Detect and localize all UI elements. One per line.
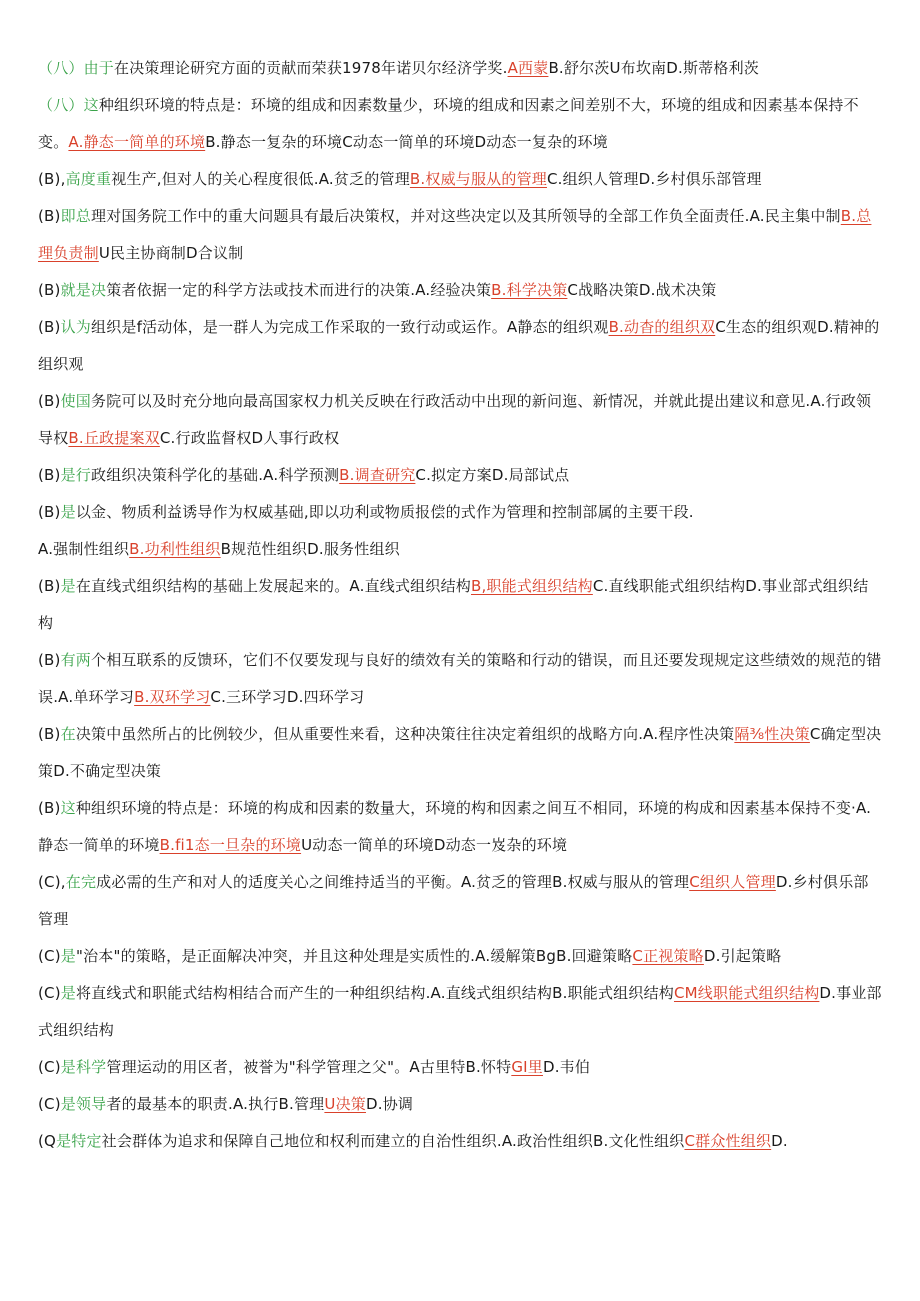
question-18 <box>38 1086 882 1123</box>
question-options: C战略决策D.战术决策 <box>567 281 717 299</box>
answer-highlight: B.科学决策 <box>491 281 568 299</box>
question-12 <box>38 716 882 790</box>
question-lead: 就是决 <box>60 281 107 299</box>
question-text: 个相互联系的反馈环，它们不仅要发现与良好的绩效有关的策略和行动的错误，而且还要发现规定这些绩效的规范的错误.A.单环学习 <box>38 651 882 706</box>
question-2 <box>38 87 882 161</box>
question-17 <box>38 1049 882 1086</box>
question-options: C.行政监督权D人事行政权 <box>159 429 340 447</box>
question-prefix: (B) <box>38 725 61 743</box>
question-text: 者的最基本的职责.A.执行B.管理 <box>106 1095 325 1113</box>
question-prefix: (C) <box>38 947 61 965</box>
answer-highlight: B.丘政提案双 <box>68 429 160 447</box>
question-lead: 即总 <box>60 207 92 225</box>
question-text: 决策中虽然所占的比例较少，但从重要性来看，这种决策往往决定着组织的战略方向.A.程序性决策 <box>75 725 735 743</box>
question-options: D.乡村俱乐部管理 <box>38 873 869 928</box>
question-text: 理对国务院工作中的重大问题具有最后决策权，并对这些决定以及其所领导的全部工作负全面责任.A.民主集中制 <box>91 207 841 225</box>
question-1 <box>38 50 882 87</box>
answer-highlight: A西蒙 <box>507 59 549 77</box>
question-lead: 是 <box>60 947 76 965</box>
question-lead: 认为 <box>60 318 92 336</box>
question-lead: 是 <box>60 503 76 521</box>
question-lead: 是行 <box>60 466 92 484</box>
question-lead: 在 <box>60 725 76 743</box>
answer-highlight: B.权威与服从的管理 <box>409 170 547 188</box>
question-options: C.拟定方案D.局部试点 <box>415 466 570 484</box>
question-prefix: （八） <box>38 96 84 114</box>
question-lead: 是特定 <box>56 1132 102 1150</box>
question-options: B.静态一复杂的环境C动态一简单的环境D动态一复杂的环境 <box>205 133 608 151</box>
question-options: C.三环学习D.四环学习 <box>210 688 365 706</box>
question-prefix: (C) <box>38 1058 61 1076</box>
question-15 <box>38 938 882 975</box>
question-prefix: (C) <box>38 1095 61 1113</box>
question-lead: 是 <box>60 577 76 595</box>
question-text: 组织是f活动体，是一群人为完成工作采取的一致行动或运作。A静态的组织观 <box>91 318 609 336</box>
question-lead: 由于 <box>83 59 115 77</box>
question-text: 视生产,但对人的关心程度很低.A.贫乏的管理 <box>111 170 410 188</box>
answer-highlight: B.fi1态一旦杂的环境 <box>159 836 302 854</box>
question-lead: 使国 <box>60 392 92 410</box>
question-text: 将直线式和职能式结构相结合而产生的一种组织结构.A.直线式组织结构B.职能式组织结构 <box>75 984 674 1002</box>
question-text: 务院可以及时充分地向最高国家权力机关反映在行政活动中出现的新问迤、新情况，并就此提出建议和意见.A.行政领导权 <box>38 392 872 447</box>
question-text: 种组织环境的特点是：环境的组成和因素数量少，环境的组成和因素之间差别不大，环境的组成和因素基本保持不变。 <box>38 96 859 151</box>
question-options: C生态的组织观D.精神的组织观 <box>38 318 880 373</box>
question-prefix: （八） <box>38 59 84 77</box>
question-text: 社会群体为追求和保障自己地位和权利而建立的自治性组织.A.政治性组织B.文化性组织 <box>101 1132 685 1150</box>
question-text: 在直线式组织结构的基础上发展起来的。A.直线式组织结构 <box>75 577 471 595</box>
question-text: 以金、物质利益诱导作为权威基础,即以功利或物质报偿的式作为管理和控制部属的主要干段. A.强制性组织 <box>38 503 694 558</box>
question-10 <box>38 568 882 642</box>
question-4 <box>38 198 882 272</box>
question-options-tail: D.引起策略 <box>703 947 782 965</box>
question-6 <box>38 309 882 383</box>
question-16 <box>38 975 882 1049</box>
question-13 <box>38 790 882 864</box>
question-prefix: (B) <box>38 392 61 410</box>
question-options: D.事业部式组织结构 <box>38 984 882 1039</box>
question-options: U民主协商制D合议制 <box>98 244 244 262</box>
question-options: B.回避策略 <box>556 947 633 965</box>
question-8 <box>38 457 882 494</box>
question-lead: 高度重 <box>65 170 112 188</box>
question-lead: 是科学 <box>60 1058 107 1076</box>
question-options: C.直线职能式组织结构D.事业部式组织结构 <box>38 577 869 632</box>
question-9 <box>38 494 882 568</box>
question-options: B.舒尔茨U布坎南D.斯蒂格利茨 <box>548 59 759 77</box>
question-3 <box>38 161 882 198</box>
question-prefix: (C), <box>38 873 66 891</box>
question-prefix: (B) <box>38 503 61 521</box>
answer-highlight: B.双环学习 <box>134 688 211 706</box>
question-lead: 是 <box>60 984 76 1002</box>
answer-highlight: B,职能式组织结构 <box>470 577 593 595</box>
answer-highlight: B.功利性组织 <box>129 540 221 558</box>
answer-highlight: 隔⅜性决策 <box>734 725 810 743</box>
question-prefix: (B) <box>38 281 61 299</box>
question-prefix: (B) <box>38 577 61 595</box>
question-options: D.韦伯 <box>542 1058 591 1076</box>
question-prefix: (B) <box>38 466 61 484</box>
question-lead: 有两 <box>60 651 92 669</box>
answer-highlight: C组织人管理 <box>689 873 776 891</box>
answer-highlight: A.静态一简单的环境 <box>68 133 206 151</box>
question-lead: 在完 <box>65 873 97 891</box>
question-lead: 这 <box>60 799 76 817</box>
question-prefix: (C) <box>38 984 61 1002</box>
question-text: "治本"的策略，是正面解决冲突，并且这种处理是实质性的.A.缓解策Bg <box>75 947 557 965</box>
question-options: B规范性组织D.服务性组织 <box>220 540 400 558</box>
question-text: 成必需的生产和对人的适度关心之间维持适当的平衡。A.贫乏的管理B.权威与服从的管理 <box>96 873 690 891</box>
question-text: 策者依据一定的科学方法或技术而进行的决策.A.经验决策 <box>106 281 492 299</box>
question-options: U动态一简单的环境D动态一岌杂的环境 <box>301 836 568 854</box>
question-prefix: (B) <box>38 799 61 817</box>
question-5 <box>38 272 882 309</box>
question-19 <box>38 1123 882 1160</box>
question-options: D. <box>771 1132 788 1150</box>
answer-highlight: U决策 <box>324 1095 366 1113</box>
question-text: 种组织环境的特点是：环境的构成和因素的数量大，环境的构和因素之间互不相同，环境的构成和因素基本保持不变·A.静态一简单的环境 <box>38 799 872 854</box>
question-text: 在决策理论研究方面的贡献而荣获1978年诺贝尔经济学奖. <box>114 59 508 77</box>
answer-highlight: B.调查研究 <box>339 466 416 484</box>
question-7 <box>38 383 882 457</box>
question-options: D.协调 <box>365 1095 414 1113</box>
answer-highlight: C群众性组织 <box>684 1132 772 1150</box>
answer-highlight: CM线职能式组织结构 <box>673 984 820 1002</box>
answer-highlight: GI里 <box>511 1058 543 1076</box>
answer-highlight: B.总理负责制 <box>38 207 872 262</box>
question-options: C确定型决策D.不确定型决策 <box>38 725 882 780</box>
question-lead: 是领导 <box>60 1095 107 1113</box>
question-text: 管理运动的用区者，被誉为"科学管理之父"。A古里特B.怀特 <box>106 1058 512 1076</box>
question-prefix: (B) <box>38 318 61 336</box>
question-text: 政组织决策科学化的基础.A.科学预测 <box>91 466 340 484</box>
question-11 <box>38 642 882 716</box>
question-prefix: (Q <box>38 1132 57 1150</box>
question-lead: 这 <box>83 96 99 114</box>
answer-highlight: C正视策略 <box>632 947 704 965</box>
question-options: C.组织人管理D.乡村俱乐部管理 <box>546 170 762 188</box>
question-14 <box>38 864 882 938</box>
question-prefix: (B) <box>38 207 61 225</box>
question-prefix: (B), <box>38 170 66 188</box>
answer-highlight: B.动杳的组织双 <box>608 318 716 336</box>
question-prefix: (B) <box>38 651 61 669</box>
